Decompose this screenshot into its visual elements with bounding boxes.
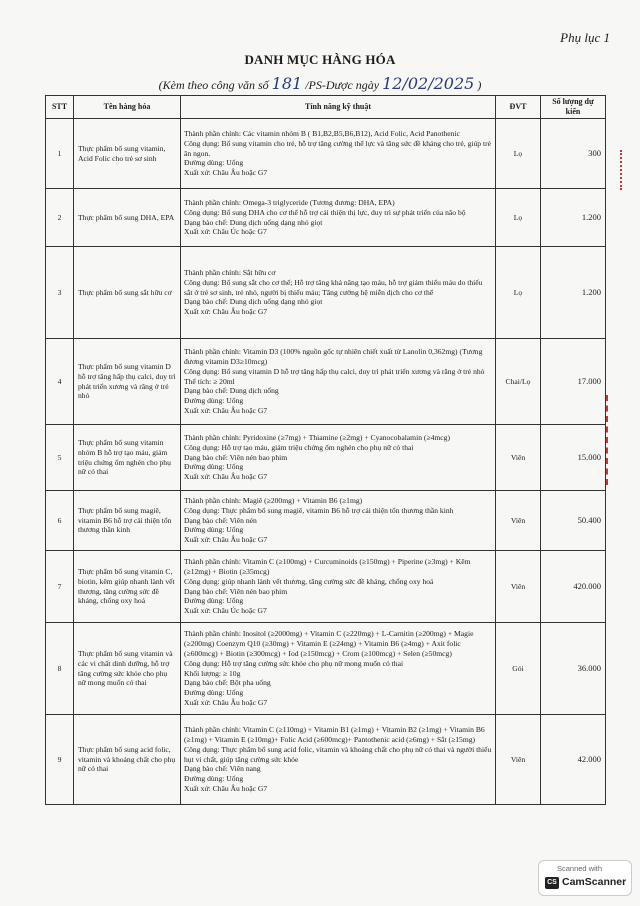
- camscanner-watermark: [538, 860, 632, 896]
- spec-line: Công dụng: Hỗ trợ tăng cường sức khỏe cho phụ nữ mong muốn có thai: [184, 658, 404, 668]
- spec-line: Công dụng: Thực phẩm bổ sung acid folic, vitamin và khoáng chất cho phụ nữ có thai và người thiếu hụt vi chất, giúp tăng cường sức khỏe: [184, 744, 492, 764]
- doc-date: 12/02/2025: [382, 74, 475, 93]
- spec-line: Dạng bào chế: Dung dịch uống: [184, 386, 279, 396]
- row-name: Thực phẩm bổ sung vitamin, Acid Folic cho trẻ sơ sinh: [74, 119, 181, 189]
- table-row: [46, 551, 606, 623]
- row-unit: Lọ: [496, 119, 541, 189]
- row-spec: [181, 623, 496, 715]
- spec-line: Dạng bào chế: Viên nén: [184, 515, 257, 525]
- row-quantity: 50.400: [541, 491, 606, 551]
- row-spec: [181, 551, 496, 623]
- spec-line: Đường dùng: Uống: [184, 596, 244, 606]
- table-body: [46, 119, 606, 805]
- table-row: [46, 491, 606, 551]
- spec-line: Đường dùng: Uống: [184, 462, 244, 472]
- spec-line: Dạng bào chế: Dung dịch uống dạng nhỏ giọt: [184, 217, 323, 227]
- margin-pen-mark: [620, 150, 630, 190]
- row-stt: 1: [46, 119, 74, 189]
- row-quantity: 1.200: [541, 247, 606, 339]
- row-spec: [181, 247, 496, 339]
- spec-line: Xuất xứ: Châu Âu hoặc G7: [184, 307, 268, 317]
- doc-number: 181: [271, 74, 303, 93]
- spec-line: Công dụng: Thực phẩm bổ sung magiê, vitamin B6 hỗ trợ cải thiện tổn thương thần kinh: [184, 505, 454, 515]
- spec-line: Thành phần chính: Các vitamin nhóm B ( B1,B2,B5,B6,B12), Acid Folic, Acid Panothenic: [184, 128, 460, 138]
- table-row: [46, 715, 606, 805]
- spec-line: Đường dùng: Uống: [184, 688, 244, 698]
- col-header-name: Tên hàng hóa: [74, 96, 181, 119]
- row-unit: Viên: [496, 491, 541, 551]
- row-name: Thực phẩm bổ sung vitamin D hỗ trợ tăng hấp thụ calci, duy trì phát triển xương và răng ở trẻ nhỏ: [74, 339, 181, 425]
- spec-line: Thành phần chính: Vitamin C (≥110mg) + Vitamin B1 (≥1mg) + Vitamin B2 (≥1mg) + Vitamin B6 (≥1mg) + Vitamin E (≥10mg)+ Folic Acid (≥600mcg)+ Pantothenic acid (≥6mg) + Sắt (≥15mg): [184, 724, 485, 744]
- row-spec: [181, 119, 496, 189]
- spec-line: Công dụng: Bổ sung vitamin D hỗ trợ tăng hấp thụ calci, duy trì phát triển xương và răng ở trẻ nhỏ: [184, 366, 485, 376]
- spec-line: Công dụng: Bổ sung DHA cho cơ thể hỗ trợ cải thiện thị lực, duy trì sự phát triển của não bộ: [184, 207, 466, 217]
- spec-line: Công dụng: Bổ sung vitamin cho trẻ, hỗ trợ tăng cường thể lực và tăng sức đề kháng cho trẻ, giúp trẻ ăn ngon.: [184, 138, 491, 158]
- col-header-qty: Số lượng dự kiến: [541, 96, 606, 119]
- spec-line: Công dụng: Bổ sung sắt cho cơ thể; Hỗ trợ tăng khả năng tạo máu, hỗ trợ giảm thiểu máu do thiếu sắt ở trẻ sơ sinh, trẻ nhỏ, người bị thiếu máu; Tăng cường hệ miễn dịch cho cơ thể: [184, 277, 483, 297]
- spec-line: Xuất xứ: Châu Úc hoặc G7: [184, 227, 267, 237]
- row-quantity: 17.000: [541, 339, 606, 425]
- spec-line: Đường dùng: Uống: [184, 396, 244, 406]
- row-stt: 7: [46, 551, 74, 623]
- annex-label: Phụ lục 1: [560, 30, 610, 45]
- row-quantity: 42.000: [541, 715, 606, 805]
- spec-line: Công dụng: Hỗ trợ tạo máu, giảm triệu chứng ốm nghén cho phụ nữ có thai: [184, 442, 414, 452]
- col-header-spec: Tính năng kỹ thuật: [181, 96, 496, 119]
- spec-line: Thành phần chính: Sắt hữu cơ: [184, 267, 276, 277]
- spec-line: Xuất xứ: Châu Úc hoặc G7: [184, 606, 267, 616]
- document-subtitle: [0, 74, 640, 93]
- row-stt: 6: [46, 491, 74, 551]
- spec-line: Xuất xứ: Châu Âu hoặc G7: [184, 168, 268, 178]
- table-header-row: [46, 96, 606, 119]
- row-spec: [181, 425, 496, 491]
- row-quantity: 300: [541, 119, 606, 189]
- spec-line: Thành phần chính: Vitamin C (≥100mg) + Curcuminoids (≥150mg) + Piperine (≥3mg) + Kẽm (≥12mg) + Biotin (≥35mcg): [184, 556, 471, 576]
- row-name: Thực phẩm bổ sung vitamin C, biotin, kẽm giúp nhanh lành vết thương, tăng cường sức đề kháng, chống oxy hoá: [74, 551, 181, 623]
- row-unit: Viên: [496, 425, 541, 491]
- row-unit: Gói: [496, 623, 541, 715]
- camscanner-logo-icon: CS: [545, 877, 559, 889]
- spec-line: Dạng bào chế: Bột pha uống: [184, 678, 271, 688]
- spec-line: Thành phần chính: Magiê (≥200mg) + Vitamin B6 (≥1mg): [184, 495, 363, 505]
- document-title: DANH MỤC HÀNG HÓA: [244, 52, 396, 67]
- row-stt: 8: [46, 623, 74, 715]
- spec-line: Xuất xứ: Châu Âu hoặc G7: [184, 535, 268, 545]
- row-unit: Viên: [496, 715, 541, 805]
- spec-line: Xuất xứ: Châu Âu hoặc G7: [184, 472, 268, 482]
- row-stt: 3: [46, 247, 74, 339]
- row-name: Thực phẩm bổ sung vitamin và các vi chất dinh dưỡng, hỗ trợ tăng cường sức khỏe cho phụ nữ mong muốn có thai: [74, 623, 181, 715]
- row-unit: Lọ: [496, 189, 541, 247]
- row-name: Thực phẩm bổ sung vitamin nhóm B hỗ trợ tạo máu, giảm triệu chứng ốm nghén cho phụ nữ có thai: [74, 425, 181, 491]
- subtitle-prefix: (Kèm theo công văn số: [158, 78, 269, 92]
- spec-line: Đường dùng: Uống: [184, 774, 244, 784]
- row-stt: 5: [46, 425, 74, 491]
- table-row: [46, 623, 606, 715]
- spec-line: Thành phần chính: Vitamin D3 (100% nguồn gốc tự nhiên chiết xuất từ Lanolin 0,362mg) (Tương đương vitamin D3≥10mcg): [184, 346, 483, 366]
- goods-table: [45, 95, 606, 805]
- row-unit: Viên: [496, 551, 541, 623]
- row-name: Thực phẩm bổ sung acid folic, vitamin và khoáng chất cho phụ nữ có thai: [74, 715, 181, 805]
- spec-line: Thành phần chính: Inositol (≥2000mg) + Vitamin C (≥220mg) + L-Carnitin (≥200mg) + Magie (≥200mg) Coenzym Q10 (≥30mg) + Vitamin E (≥24mg) + Vitamin B6 (≥4mg) + Axit folic (≥600mcg) + Biotin (≥300mcg) + Iod (≥150mcg) + Crom (≥100mcg) + Selen (≥50mcg): [184, 629, 474, 658]
- spec-line: Xuất xứ: Châu Âu hoặc G7: [184, 406, 268, 416]
- row-stt: 2: [46, 189, 74, 247]
- table-row: [46, 425, 606, 491]
- row-quantity: 1.200: [541, 189, 606, 247]
- row-quantity: 15.000: [541, 425, 606, 491]
- row-spec: [181, 491, 496, 551]
- row-name: Thực phẩm bổ sung magiê, vitamin B6 hỗ trợ cải thiện tổn thương thần kinh: [74, 491, 181, 551]
- spec-line: Công dụng: giúp nhanh lành vết thương, tăng cường sức đề kháng, chống oxy hoá: [184, 576, 434, 586]
- spec-line: Thể tích: ≥ 20ml: [184, 376, 235, 386]
- subtitle-suffix: ): [477, 78, 482, 92]
- row-unit: Chai/Lọ: [496, 339, 541, 425]
- row-name: Thực phẩm bổ sung sắt hữu cơ: [74, 247, 181, 339]
- row-spec: [181, 189, 496, 247]
- spec-line: Dạng bào chế: Dung dịch uống dạng nhỏ giọt: [184, 297, 323, 307]
- spec-line: Dạng bào chế: Viên nén bao phim: [184, 452, 288, 462]
- spec-line: Xuất xứ: Châu Âu hoặc G7: [184, 698, 268, 708]
- row-quantity: 36.000: [541, 623, 606, 715]
- row-unit: Lọ: [496, 247, 541, 339]
- spec-line: Đường dùng: Uống: [184, 158, 244, 168]
- row-spec: [181, 339, 496, 425]
- spec-line: Đường dùng: Uống: [184, 525, 244, 535]
- table-row: [46, 247, 606, 339]
- spec-line: Thành phần chính: Pyridoxine (≥7mg) + Thiamine (≥2mg) + Cyanocobalamin (≥4mcg): [184, 432, 450, 442]
- spec-line: Dạng bào chế: Viên nang: [184, 764, 261, 774]
- subtitle-middle: /PS-Dược ngày: [305, 78, 380, 92]
- table-row: [46, 339, 606, 425]
- row-name: Thực phẩm bổ sung DHA, EPA: [74, 189, 181, 247]
- spec-line: Xuất xứ: Châu Âu hoặc G7: [184, 784, 268, 794]
- table-row: [46, 189, 606, 247]
- spec-line: Thành phần chính: Omega-3 triglyceride (Tương đương: DHA, EPA): [184, 197, 395, 207]
- watermark-line1: Scanned with: [557, 864, 603, 873]
- margin-pen-mark: [606, 395, 612, 485]
- row-stt: 9: [46, 715, 74, 805]
- table-row: [46, 119, 606, 189]
- watermark-line2: CamScanner: [562, 876, 627, 888]
- row-quantity: 420.000: [541, 551, 606, 623]
- row-stt: 4: [46, 339, 74, 425]
- col-header-unit: ĐVT: [496, 96, 541, 119]
- col-header-stt: STT: [46, 96, 74, 119]
- spec-line: Khối lượng: ≥ 10g: [184, 668, 241, 678]
- row-spec: [181, 715, 496, 805]
- spec-line: Dạng bào chế: Viên nén bao phim: [184, 586, 288, 596]
